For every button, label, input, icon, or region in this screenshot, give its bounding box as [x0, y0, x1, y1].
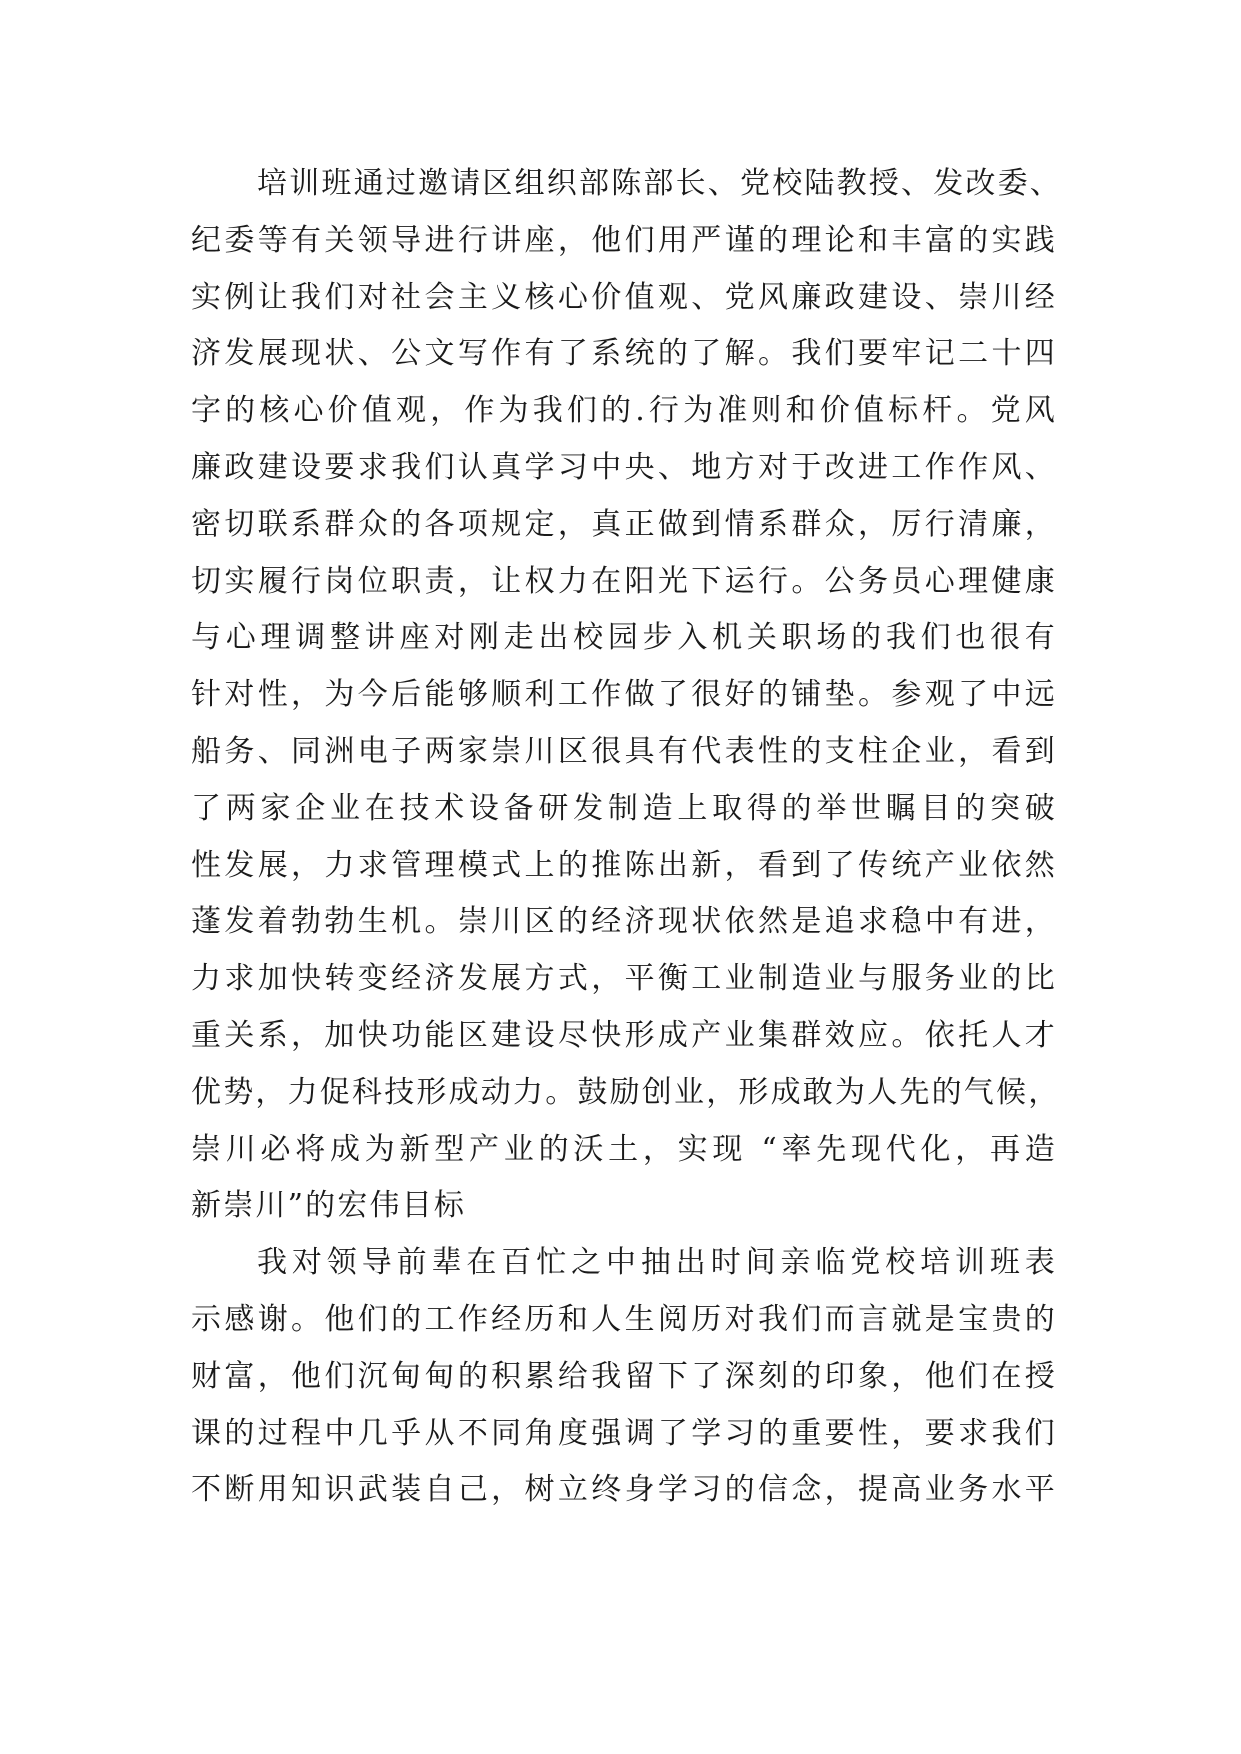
text-line: 针对性，为今后能够顺利工作做了很好的铺垫。参观了中远 — [191, 677, 1057, 713]
text-line: 不断用知识武装自己，树立终身学习的信念，提高业务水平 — [191, 1472, 1057, 1508]
text-line: 字的核心价值观，作为我们的.行为准则和价值标杆。党风 — [191, 393, 1057, 429]
text-line: 纪委等有关领导进行讲座，他们用严谨的理论和丰富的实践 — [191, 222, 1057, 258]
text-line: 与心理调整讲座对刚走出校园步入机关职场的我们也很有 — [191, 620, 1057, 656]
text-line: 蓬发着勃勃生机。崇川区的经济现状依然是追求稳中有进， — [191, 904, 1057, 940]
text-line: 我对领导前辈在百忙之中抽出时间亲临党校培训班表 — [257, 1245, 1057, 1281]
document-body — [191, 156, 1062, 1519]
text-line: 了两家企业在技术设备研发制造上取得的举世瞩目的突破 — [191, 790, 1057, 826]
text-line: 船务、同洲电子两家崇川区很具有代表性的支柱企业，看到 — [191, 733, 1057, 769]
text-line: 实例让我们对社会主义核心价值观、党风廉政建设、崇川经 — [191, 279, 1057, 315]
text-line: 新崇川”的宏伟目标 — [191, 1188, 467, 1224]
text-line: 财富，他们沉甸甸的积累给我留下了深刻的印象，他们在授 — [191, 1358, 1057, 1394]
text-line: 优势，力促科技形成动力。鼓励创业，形成敢为人先的气候， — [191, 1074, 1061, 1110]
text-line: 培训班通过邀请区组织部陈部长、党校陆教授、发改委、 — [257, 166, 1062, 201]
text-line: 课的过程中几乎从不同角度强调了学习的重要性，要求我们 — [191, 1415, 1057, 1451]
text-line: 力求加快转变经济发展方式，平衡工业制造业与服务业的比 — [191, 961, 1057, 997]
text-line: 性发展，力求管理模式上的推陈出新，看到了传统产业依然 — [191, 847, 1057, 883]
text-line: 崇川必将成为新型产业的沃土，实现 “率先现代化，再造 — [191, 1131, 1057, 1167]
paragraph-1 — [191, 156, 1062, 1235]
text-line: 示感谢。他们的工作经历和人生阅历对我们而言就是宝贵的 — [191, 1301, 1057, 1337]
text-line: 重关系，加快功能区建设尽快形成产业集群效应。依托人才 — [191, 1017, 1057, 1053]
paragraph-2 — [191, 1235, 1057, 1519]
text-line: 廉政建设要求我们认真学习中央、地方对于改进工作作风、 — [191, 449, 1057, 485]
text-line: 密切联系群众的各项规定，真正做到情系群众，厉行清廉， — [191, 506, 1057, 542]
text-line: 切实履行岗位职责，让权力在阳光下运行。公务员心理健康 — [191, 563, 1057, 599]
text-line: 济发展现状、公文写作有了系统的了解。我们要牢记二十四 — [191, 336, 1057, 372]
